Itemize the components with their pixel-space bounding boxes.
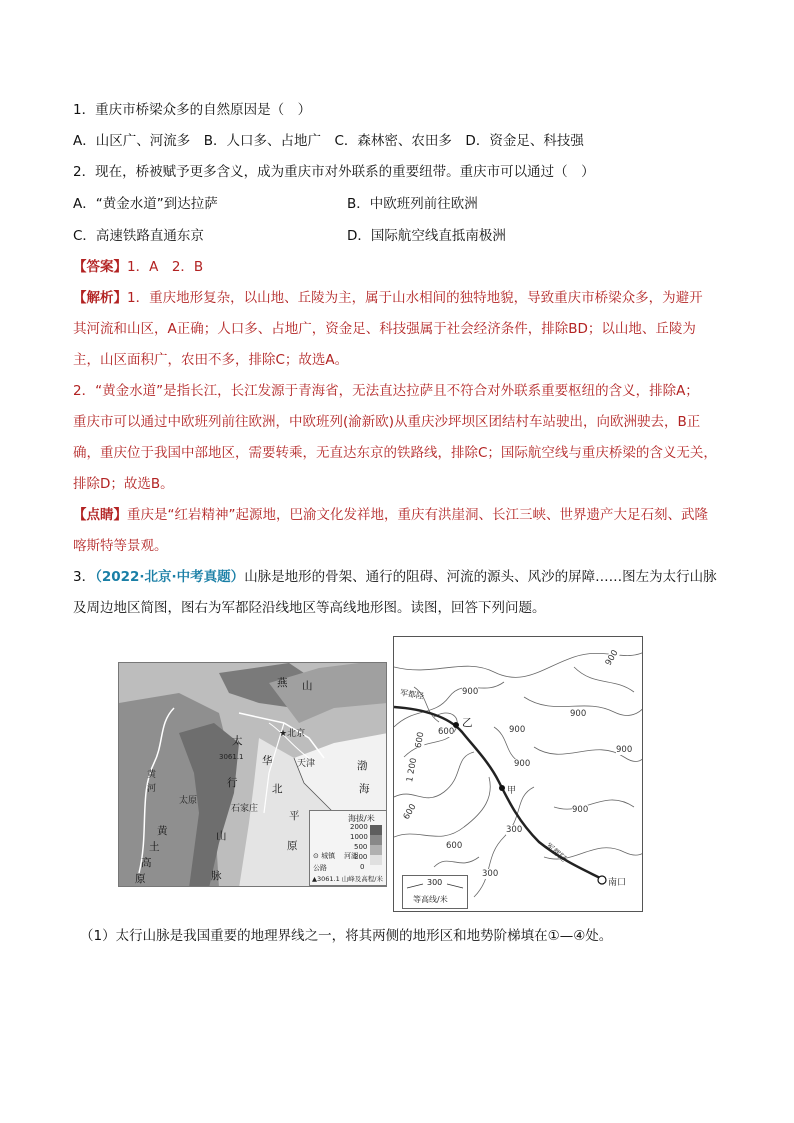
nankou-marker <box>598 876 606 884</box>
contour-label: 900 <box>570 709 587 719</box>
contour-label: 900 <box>514 759 531 769</box>
route-label-top: 军都陉 <box>399 687 425 702</box>
q2-option-b: B．中欧班列前往欧洲 <box>347 196 478 212</box>
contour-label: 300 <box>482 869 499 879</box>
label-hua: 华 <box>262 755 273 767</box>
label-he: 河 <box>147 784 157 794</box>
analysis-line-4: 2．“黄金水道”是指长江，长江发源于青海省，无法直达拉萨且不符合对外联系重要枢纽的含义，排除A； <box>73 383 699 399</box>
jundu-contour-map <box>393 636 643 912</box>
taihang-map <box>118 662 387 887</box>
comment-line-1 <box>73 505 708 525</box>
nankou-label: 南口 <box>608 878 627 888</box>
label-peak: 3061.1 <box>219 753 244 761</box>
point-jia-marker <box>499 785 505 791</box>
legend-title: 海拔/米 <box>348 814 375 823</box>
q2-stem: 2．现在，桥被赋予更多含义，成为重庆市对外联系的重要纽带。重庆市可以通过（ ） <box>73 164 595 180</box>
route-label-bottom: 军都陉 <box>543 841 569 864</box>
legend-peak: ▲3061.1 山峰及高程/米 <box>312 875 383 883</box>
legend-road: 公路 <box>313 864 327 872</box>
contour-label: 600 <box>413 731 427 749</box>
analysis-line-3: 主，山区面积广，农田不多，排除C；故选A。 <box>73 352 349 368</box>
label-shijiazhuang: 石家庄 <box>231 804 259 814</box>
analysis-line-5: 重庆市可以通过中欧班列前往欧洲，中欧班列(渝新欧)从重庆沙坪坝区团结村车站驶出，向欧洲驶去，B正 <box>73 414 701 430</box>
q3-source: （2022·北京·中考真题） <box>95 569 245 585</box>
q3-line-1 <box>73 567 717 587</box>
contour-legend-value: 300 <box>427 878 443 887</box>
label-shan: 山 <box>302 680 313 692</box>
point-jia-label: 甲 <box>507 786 517 796</box>
legend-level-1000: 1000 <box>350 833 368 841</box>
label-huanghe: 黄 <box>147 770 157 780</box>
legend-level-2000: 2000 <box>350 823 368 831</box>
comment-text-1: 重庆是“红岩精神”起源地，巴渝文化发祥地，重庆有洪崖洞、长江三峡、世界遗产大足石刻、武隆 <box>127 507 708 523</box>
label-tianjin: 天津 <box>297 759 316 769</box>
analysis-line-6: 确，重庆位于我国中部地区，需要转乘，无直达东京的铁路线，排除C；国际航空线与重庆桥梁的含义无关， <box>73 445 717 461</box>
contour-lines <box>394 637 643 912</box>
analysis-tag: 【解析】 <box>73 290 127 306</box>
contour-label: 900 <box>462 687 479 697</box>
comment-line-2: 喀斯特等景观。 <box>73 538 168 554</box>
answer-line <box>73 257 203 277</box>
label-yuan: 原 <box>287 840 298 852</box>
q2-option-a: A．“黄金水道”到达拉萨 <box>73 196 218 212</box>
label-hang: 行 <box>227 777 238 789</box>
contour-label: 600 <box>446 841 463 851</box>
label-gao: 高 <box>141 857 152 869</box>
contour-label: 900 <box>509 725 526 735</box>
q2-option-d: D．国际航空线直抵南极洲 <box>347 228 506 244</box>
elevation-legend <box>309 810 387 886</box>
q3-number: 3． <box>73 569 96 585</box>
label-beijing: ★北京 <box>279 729 306 739</box>
label-bo: 渤 <box>357 760 368 772</box>
label-yan: 燕 <box>277 677 288 689</box>
analysis-text-1: 1．重庆地形复杂，以山地、丘陵为主，属于山水相间的独特地貌，导致重庆市桥梁众多，为避开 <box>127 290 703 306</box>
q3-text-1: 山脉是地形的骨架、通行的阻碍、河流的源头、风沙的屏障……图左为太行山脉 <box>244 569 717 585</box>
legend-town: ⊙ 城镇 <box>313 852 336 860</box>
q2-option-c: C．高速铁路直通东京 <box>73 228 204 244</box>
q3-line-2: 及周边地区简图，图右为军都陉沿线地区等高线地形图。读图，回答下列问题。 <box>73 600 546 616</box>
label-bei: 北 <box>272 783 283 795</box>
legend-level-200: 200 <box>354 853 368 861</box>
analysis-line-2: 其河流和山区，A正确；人口多、占地广，资金足、科技强属于社会经济条件，排除BD；以山地、丘陵为 <box>73 321 696 337</box>
label-taiyuan: 太原 <box>179 796 198 806</box>
q3-sub-1: （1）太行山脉是我国重要的地理界线之一，将其两侧的地形区和地势阶梯填在①—④处。 <box>80 928 613 944</box>
contour-label: 600 <box>401 802 419 822</box>
label-shan-2: 山 <box>216 830 227 842</box>
contour-label: 900 <box>616 745 633 755</box>
legend-river: 河湖 <box>344 852 358 860</box>
analysis-line-7: 排除D；故选B。 <box>73 476 174 492</box>
legend-level-500: 500 <box>354 843 368 851</box>
label-huang: 黄 <box>157 825 168 837</box>
label-yuan-2: 原 <box>135 873 146 885</box>
contour-legend <box>402 875 468 909</box>
contour-label: 1 200 <box>405 757 420 783</box>
legend-ramp <box>370 825 382 865</box>
label-hai: 海 <box>359 783 370 795</box>
q1-options: A．山区广、河流多 B．人口多、占地广 C．森林密、农田多 D．资金足、科技强 <box>73 133 584 149</box>
point-yi-label: 乙 <box>462 717 473 729</box>
label-tu: 土 <box>149 841 160 853</box>
contour-label: 300 <box>506 825 523 835</box>
answer-text: 1．A 2．B <box>127 259 204 275</box>
label-ping: 平 <box>289 810 300 822</box>
contour-label: 900 <box>572 805 589 815</box>
legend-level-0: 0 <box>360 863 365 871</box>
label-tai: 太 <box>232 735 243 747</box>
answer-tag: 【答案】 <box>73 259 127 275</box>
comment-tag: 【点睛】 <box>73 507 127 523</box>
contour-label: 900 <box>603 648 621 668</box>
label-mai: 脉 <box>211 870 222 882</box>
contour-legend-label: 等高线/米 <box>413 895 448 904</box>
analysis-line-1 <box>73 288 703 308</box>
q1-stem: 1．重庆市桥梁众多的自然原因是（ ） <box>73 102 312 118</box>
contour-label: 600 <box>438 727 455 737</box>
